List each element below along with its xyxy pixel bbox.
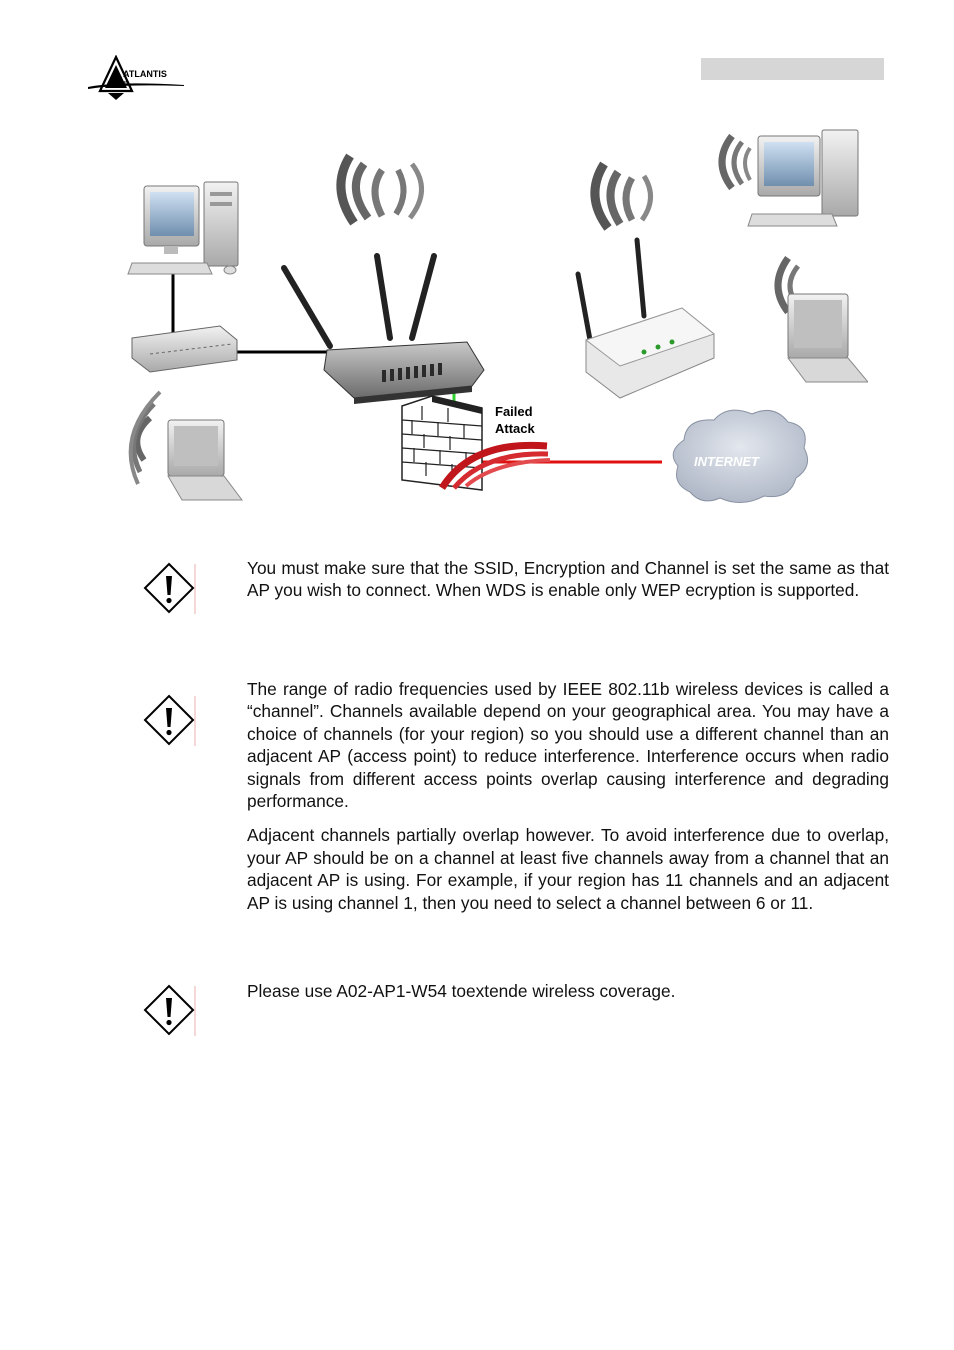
warning-icon bbox=[140, 694, 198, 750]
network-switch bbox=[132, 326, 237, 372]
note-paragraph: The range of radio frequencies used by IEEE 802.11b wireless devices is called a “channel”. Channels available depend on your geographical area. You may have a choice of channels (for your region) so you should use a different channel than an adjacent AP (access point) to reduce interference. Interference occurs when radio signals from different access points overlap causing interference and degrading performance. bbox=[247, 679, 889, 812]
desktop-pc-right bbox=[722, 130, 858, 226]
svg-text:ATLANTIS: ATLANTIS bbox=[123, 69, 167, 79]
svg-text:AND: AND bbox=[118, 81, 129, 87]
header-bar bbox=[701, 58, 884, 80]
note-ssid bbox=[247, 557, 889, 614]
laptop-left bbox=[131, 392, 242, 500]
note-channel bbox=[247, 678, 889, 926]
network-diagram bbox=[92, 108, 868, 520]
wireless-router bbox=[284, 156, 484, 404]
failed-label: Failed bbox=[495, 404, 533, 419]
attack-label: Attack bbox=[495, 421, 535, 436]
note-coverage bbox=[247, 980, 889, 1014]
desktop-pc-left bbox=[128, 182, 238, 274]
warning-icon bbox=[140, 984, 198, 1040]
internet-cloud bbox=[673, 410, 807, 502]
note-paragraph: You must make sure that the SSID, Encryption and Channel is set the same as that AP you wish to connect. When WDS is enable only WEP ecryption is supported. bbox=[247, 558, 889, 601]
note-paragraph: Please use A02-AP1-W54 toextende wireless coverage. bbox=[247, 981, 676, 1001]
atlantis-logo bbox=[86, 55, 186, 101]
note-paragraph: Adjacent channels partially overlap however. To avoid interference due to overlap, your AP should be on a channel at least five channels away from a channel that an adjacent AP is using. For example, if your region has 11 channels and an adjacent AP is using channel 1, then you need to select a channel between 6 or 11. bbox=[247, 825, 889, 913]
internet-label: INTERNET bbox=[694, 454, 759, 469]
laptop-right bbox=[778, 258, 868, 382]
warning-icon bbox=[140, 562, 198, 618]
access-point bbox=[578, 164, 714, 398]
